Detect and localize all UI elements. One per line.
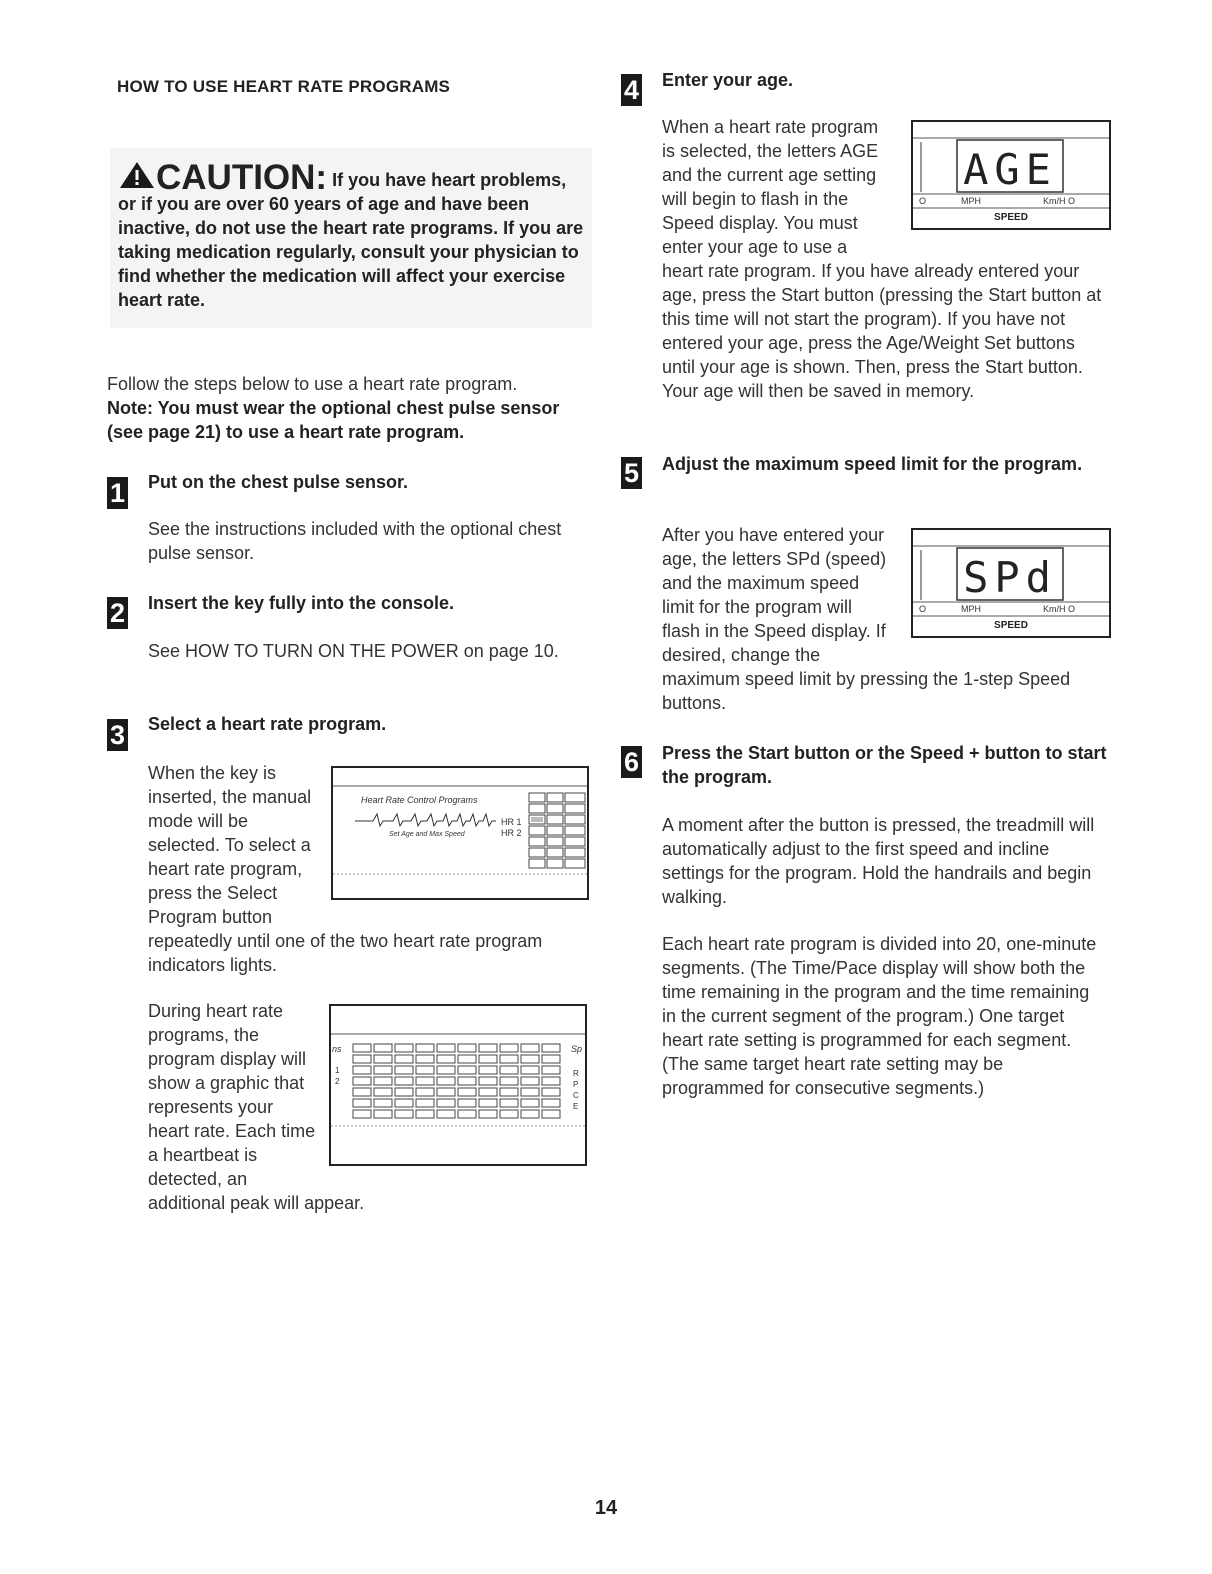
caution-label: CAUTION: bbox=[156, 158, 328, 197]
step-6-title: Press the Start button or the Speed + button to start the program. bbox=[662, 743, 1107, 787]
step-1-body: See the instructions included with the optional chest pulse sensor. bbox=[148, 519, 562, 563]
svg-text:P: P bbox=[573, 1080, 579, 1089]
svg-text:ns: ns bbox=[332, 1044, 342, 1054]
caution-block bbox=[118, 160, 588, 312]
svg-text:MPH: MPH bbox=[961, 604, 981, 614]
svg-text:Sp: Sp bbox=[571, 1044, 583, 1054]
section-title: HOW TO USE HEART RATE PROGRAMS bbox=[117, 77, 451, 96]
step-3-badge: 3 bbox=[107, 719, 128, 751]
step-3-body-b-wrap bbox=[148, 999, 548, 1215]
svg-text:C: C bbox=[573, 1091, 579, 1100]
step-3-body-a: When the key is inserted, the manual mode will be selected. To select a heart rate program, press the Select Program button repeatedly until one of the two heart rate program indicators lights. bbox=[148, 763, 543, 975]
step-5-body-wrap bbox=[662, 523, 1102, 715]
intro-note: Note: You must wear the optional chest pulse sensor (see page 21) to use a heart rate program. bbox=[107, 398, 560, 442]
step-5-body: After you have entered your age, the letters SPd (speed) and the maximum speed limit for the program will flash in the Speed display. If desired, change the maximum speed limit by pressing the 1-step Speed buttons. bbox=[662, 525, 1071, 713]
hr-panel-title: Heart Rate Control Programs bbox=[361, 795, 478, 805]
step-4-body: When a heart rate program is selected, the letters AGE and the current age setting will begin to flash in the Speed display. You must enter your age to use a heart rate program. If you have already entered your age, press the Start button (pressing the Start button at this time will not start the program). If you have not entered your age, press the Age/Weight Set buttons until your age is shown. Then, press the Start button. Your age will then be saved in memory. bbox=[662, 117, 1102, 401]
step-6-body-b: Each heart rate program is divided into 20, one-minute segments. (The Time/Pace display will show both the time remaining in the program and the time remaining in the current segment of the program.) One target heart rate setting is programmed for each segment. (The same target heart rate setting may be programmed for consecutive segments.) bbox=[662, 934, 1097, 1098]
svg-text:O: O bbox=[919, 196, 927, 206]
hr2-label: HR 2 bbox=[501, 828, 522, 838]
svg-text:O: O bbox=[919, 604, 927, 614]
svg-text:E: E bbox=[573, 1102, 579, 1111]
hr1-label: HR 1 bbox=[501, 817, 522, 827]
step-3-title: Select a heart rate program. bbox=[148, 714, 387, 734]
svg-text:Km/H O: Km/H O bbox=[1043, 196, 1076, 206]
step-3-body-a-intro bbox=[148, 761, 568, 977]
step-1-title: Put on the chest pulse sensor. bbox=[148, 472, 409, 492]
svg-text:Km/H O: Km/H O bbox=[1043, 604, 1076, 614]
age-digits: AGE bbox=[963, 145, 1057, 194]
spd-digits: SPd bbox=[963, 553, 1057, 602]
step-4-body-wrap bbox=[662, 115, 1107, 403]
svg-text:R: R bbox=[573, 1069, 579, 1078]
step-1-badge: 1 bbox=[107, 477, 128, 509]
svg-text:2: 2 bbox=[335, 1077, 340, 1086]
step-6-badge: 6 bbox=[621, 746, 642, 778]
step-4-badge: 4 bbox=[621, 74, 642, 106]
svg-text:MPH: MPH bbox=[961, 196, 981, 206]
page-number: 14 bbox=[594, 1497, 618, 1519]
intro-line: Follow the steps below to use a heart rate program. bbox=[107, 374, 518, 394]
step-6-body-a: A moment after the button is pressed, the treadmill will automatically adjust to the first speed and incline settings for the program. Hold the handrails and begin walking. bbox=[662, 815, 1095, 907]
step-5-title: Adjust the maximum speed limit for the program. bbox=[662, 454, 1083, 474]
hr-panel-sub: Set Age and Max Speed bbox=[389, 831, 465, 838]
svg-text:SPEED: SPEED bbox=[994, 620, 1028, 631]
svg-text:SPEED: SPEED bbox=[994, 212, 1028, 223]
step-2-body: See HOW TO TURN ON THE POWER on page 10. bbox=[148, 641, 559, 661]
step-3-body-b: During heart rate programs, the program display will show a graphic that represents your heart rate. Each time a heartbeat is detected, an additional peak will appear. bbox=[148, 1001, 365, 1213]
step-4-title: Enter your age. bbox=[662, 70, 794, 90]
caution-text: If you have heart problems, or if you are over 60 years of age and have been inactive, do not use the heart rate programs. If you are taking medication regularly, consult your physician to find whether the medication will affect your exercise heart rate. bbox=[118, 170, 584, 310]
step-5-badge: 5 bbox=[621, 457, 642, 489]
warning-triangle-icon bbox=[118, 160, 156, 190]
step-2-title: Insert the key fully into the console. bbox=[148, 593, 455, 613]
svg-text:1: 1 bbox=[335, 1066, 340, 1075]
step-2-badge: 2 bbox=[107, 597, 128, 629]
